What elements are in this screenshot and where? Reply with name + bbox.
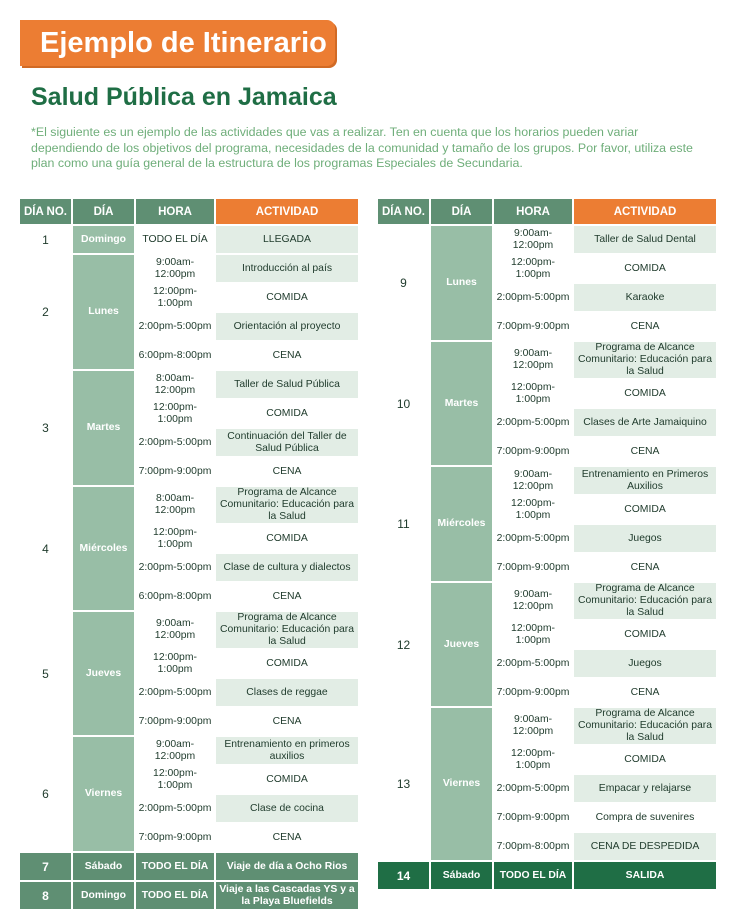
time-slot: 7:00pm-9:00pm (494, 679, 572, 706)
activity: Karaoke (574, 284, 716, 311)
activity: COMIDA (216, 525, 358, 552)
col-header-hour: HORA (136, 199, 214, 224)
activity: Programa de Alcance Comunitario: Educación para la Salud (216, 487, 358, 523)
page-title: Salud Pública en Jamaica (31, 83, 337, 111)
col-header-hour: HORA (494, 199, 572, 224)
day-name: Jueves (73, 612, 134, 735)
time-slot: 2:00pm-5:00pm (494, 409, 572, 436)
day-number: 4 (20, 487, 71, 610)
table-header-row (20, 199, 358, 224)
schedule-row (378, 862, 716, 889)
day-number: 10 (378, 342, 429, 465)
schedule-row (20, 737, 358, 764)
banner-title: Ejemplo de Itinerario (20, 20, 335, 66)
activity: Entrenamiento en Primeros Auxilios (574, 467, 716, 494)
day-name: Domingo (73, 226, 134, 253)
col-header-day: DÍA (73, 199, 134, 224)
time-slot: 12:00pm-1:00pm (494, 746, 572, 773)
day-number: 6 (20, 737, 71, 851)
schedule-row (378, 583, 716, 619)
time-slot: 7:00pm-9:00pm (494, 438, 572, 465)
activity: COMIDA (216, 284, 358, 311)
time-slot: 8:00am-12:00pm (136, 487, 214, 523)
time-slot: 7:00pm-9:00pm (136, 458, 214, 485)
schedule-row (20, 226, 358, 253)
time-slot: 2:00pm-5:00pm (136, 554, 214, 581)
time-slot: 7:00pm-8:00pm (494, 833, 572, 860)
activity: Orientación al proyecto (216, 313, 358, 340)
schedule-row (20, 255, 358, 282)
itinerary-body-left (20, 226, 358, 909)
activity: Taller de Salud Dental (574, 226, 716, 253)
time-slot: 7:00pm-9:00pm (494, 804, 572, 831)
day-name: Martes (431, 342, 492, 465)
time-slot: 9:00am-12:00pm (494, 467, 572, 494)
time-slot: 12:00pm-1:00pm (494, 255, 572, 282)
col-header-activity: ACTIVIDAD (216, 199, 358, 224)
activity: COMIDA (216, 650, 358, 677)
activity: Continuación del Taller de Salud Pública (216, 429, 358, 456)
day-name: Lunes (73, 255, 134, 369)
activity: CENA (216, 342, 358, 369)
day-number: 9 (378, 226, 429, 340)
day-name: Viernes (73, 737, 134, 851)
time-slot: 6:00pm-8:00pm (136, 342, 214, 369)
day-number: 13 (378, 708, 429, 860)
time-slot: 9:00am-12:00pm (494, 342, 572, 378)
activity: CENA (216, 458, 358, 485)
activity: Clases de Arte Jamaiquino (574, 409, 716, 436)
activity: Programa de Alcance Comunitario: Educación para la Salud (574, 342, 716, 378)
activity: Introducción al país (216, 255, 358, 282)
time-slot: 9:00am-12:00pm (494, 226, 572, 253)
day-number: 12 (378, 583, 429, 706)
activity: Viaje de día a Ocho Rios (216, 853, 358, 880)
activity: CENA (574, 679, 716, 706)
schedule-row (20, 882, 358, 909)
day-number: 2 (20, 255, 71, 369)
activity: CENA (574, 554, 716, 581)
activity: CENA (574, 313, 716, 340)
activity: Clase de cocina (216, 795, 358, 822)
activity: Compra de suvenires (574, 804, 716, 831)
day-number: 8 (20, 882, 71, 909)
time-slot: 7:00pm-9:00pm (136, 708, 214, 735)
day-number: 5 (20, 612, 71, 735)
schedule-row (378, 226, 716, 253)
activity: COMIDA (216, 766, 358, 793)
activity: COMIDA (574, 746, 716, 773)
day-number: 3 (20, 371, 71, 485)
time-slot: 2:00pm-5:00pm (136, 429, 214, 456)
activity: CENA (216, 824, 358, 851)
time-slot: 7:00pm-9:00pm (494, 313, 572, 340)
activity: CENA DE DESPEDIDA (574, 833, 716, 860)
activity: LLEGADA (216, 226, 358, 253)
time-slot: 7:00pm-9:00pm (494, 554, 572, 581)
schedule-row (378, 467, 716, 494)
itinerary-body-right (378, 226, 716, 889)
time-slot: 9:00am-12:00pm (494, 708, 572, 744)
time-slot: 9:00am-12:00pm (136, 255, 214, 282)
activity: Programa de Alcance Comunitario: Educación para la Salud (574, 583, 716, 619)
day-name: Sábado (73, 853, 134, 880)
time-slot: 9:00am-12:00pm (136, 612, 214, 648)
table-header-row (378, 199, 716, 224)
activity: SALIDA (574, 862, 716, 889)
time-slot: 2:00pm-5:00pm (494, 284, 572, 311)
time-slot: 12:00pm-1:00pm (136, 766, 214, 793)
schedule-row (20, 612, 358, 648)
activity: Programa de Alcance Comunitario: Educación para la Salud (574, 708, 716, 744)
activity: CENA (574, 438, 716, 465)
day-name: Jueves (431, 583, 492, 706)
time-slot: 2:00pm-5:00pm (494, 525, 572, 552)
activity: Clases de reggae (216, 679, 358, 706)
activity: Juegos (574, 650, 716, 677)
activity: COMIDA (574, 380, 716, 407)
time-slot: 9:00am-12:00pm (136, 737, 214, 764)
time-slot: 12:00pm-1:00pm (494, 496, 572, 523)
schedule-row (20, 853, 358, 880)
schedule-row (20, 487, 358, 523)
time-slot: 2:00pm-5:00pm (136, 679, 214, 706)
itinerary-table-left (18, 197, 360, 911)
intro-text: *El siguiente es un ejemplo de las actividades que vas a realizar. Ten en cuenta que los horarios pueden variar dependiendo de los objetivos del programa, necesidades de la comunidad y tamaño de los grupos. Por favor, utiliza este plan como una guía general de la estructura de los programas Especiales de Secundaria. (31, 125, 693, 171)
col-header-day-no: DÍA NO. (20, 199, 71, 224)
activity: COMIDA (574, 496, 716, 523)
day-name: Sábado (431, 862, 492, 889)
time-slot: 2:00pm-5:00pm (136, 795, 214, 822)
col-header-day: DÍA (431, 199, 492, 224)
day-number: 14 (378, 862, 429, 889)
time-slot: TODO EL DÍA (136, 882, 214, 909)
time-slot: 7:00pm-9:00pm (136, 824, 214, 851)
time-slot: 8:00am-12:00pm (136, 371, 214, 398)
col-header-activity: ACTIVIDAD (574, 199, 716, 224)
day-number: 7 (20, 853, 71, 880)
activity: Clase de cultura y dialectos (216, 554, 358, 581)
schedule-row (378, 708, 716, 744)
time-slot: 12:00pm-1:00pm (136, 400, 214, 427)
time-slot: 9:00am-12:00pm (494, 583, 572, 619)
activity: Viaje a las Cascadas YS y a la Playa Bluefields (216, 882, 358, 909)
time-slot: 12:00pm-1:00pm (494, 380, 572, 407)
activity: Taller de Salud Pública (216, 371, 358, 398)
activity: Programa de Alcance Comunitario: Educación para la Salud (216, 612, 358, 648)
day-name: Viernes (431, 708, 492, 860)
time-slot: 2:00pm-5:00pm (136, 313, 214, 340)
col-header-day-no: DÍA NO. (378, 199, 429, 224)
activity: COMIDA (574, 255, 716, 282)
itinerary-table-right (376, 197, 718, 891)
time-slot: 12:00pm-1:00pm (136, 284, 214, 311)
time-slot: 12:00pm-1:00pm (136, 650, 214, 677)
activity: COMIDA (574, 621, 716, 648)
time-slot: 6:00pm-8:00pm (136, 583, 214, 610)
activity: Empacar y relajarse (574, 775, 716, 802)
activity: COMIDA (216, 400, 358, 427)
activity: CENA (216, 708, 358, 735)
activity: CENA (216, 583, 358, 610)
day-name: Miércoles (431, 467, 492, 581)
schedule-row (378, 342, 716, 378)
day-name: Miércoles (73, 487, 134, 610)
day-name: Martes (73, 371, 134, 485)
day-number: 11 (378, 467, 429, 581)
time-slot: TODO EL DÍA (494, 862, 572, 889)
day-name: Domingo (73, 882, 134, 909)
time-slot: 2:00pm-5:00pm (494, 650, 572, 677)
day-name: Lunes (431, 226, 492, 340)
time-slot: 2:00pm-5:00pm (494, 775, 572, 802)
schedule-row (20, 371, 358, 398)
activity: Entrenamiento en primeros auxilios (216, 737, 358, 764)
time-slot: TODO EL DÍA (136, 226, 214, 253)
day-number: 1 (20, 226, 71, 253)
time-slot: 12:00pm-1:00pm (136, 525, 214, 552)
time-slot: TODO EL DÍA (136, 853, 214, 880)
time-slot: 12:00pm-1:00pm (494, 621, 572, 648)
activity: Juegos (574, 525, 716, 552)
